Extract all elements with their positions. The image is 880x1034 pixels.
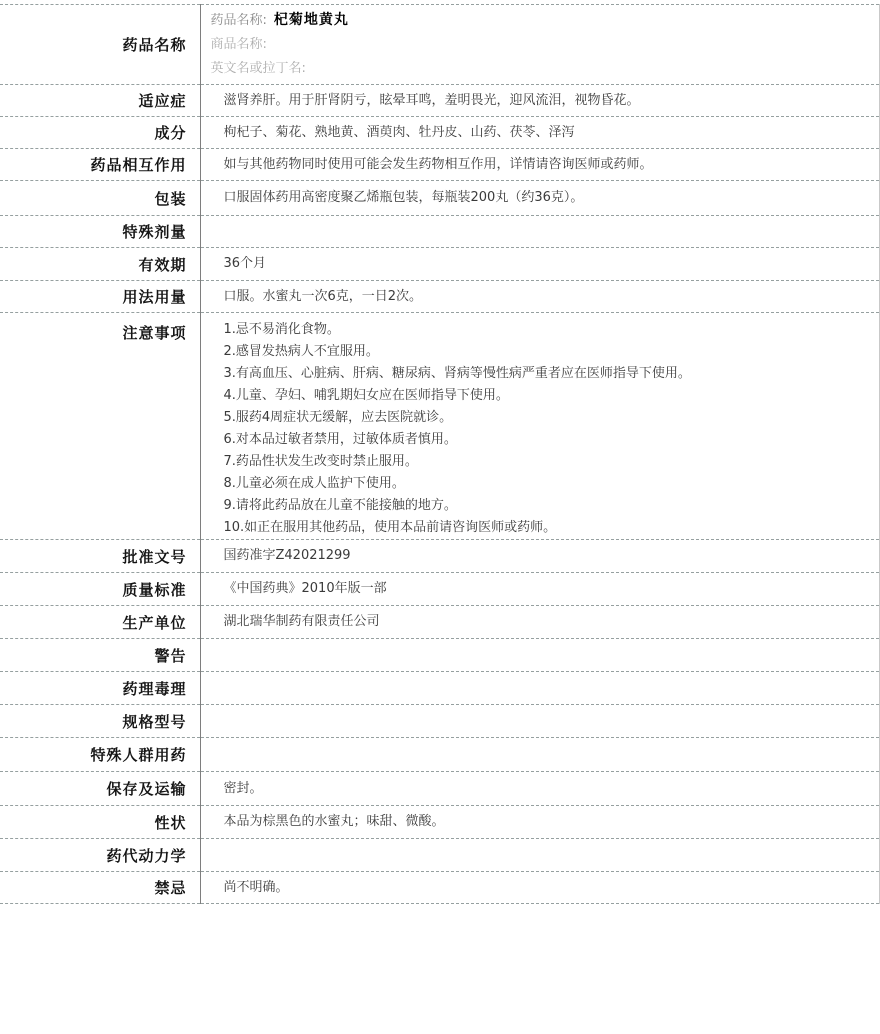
row-label: 警告 [0,639,200,672]
precaution-item: 2.感冒发热病人不宜服用。 [223,344,379,359]
table-row-properties [0,806,880,839]
precaution-item: 5.服药4周症状无缓解，应去医院就诊。 [223,410,453,425]
row-label: 用法用量 [0,281,200,313]
row-label: 注意事项 [0,313,200,540]
trade-name-field-label: 商品名称: [210,37,267,52]
row-value [200,839,880,872]
row-label: 包装 [0,181,200,216]
drug-name-value: 杞菊地黄丸 [273,12,349,28]
precaution-item: 4.儿童、孕妇、哺乳期妇女应在医师指导下使用。 [223,388,509,403]
row-label: 药品名称 [0,5,200,85]
table-row-indications [0,85,880,117]
table-row-special-dosage [0,216,880,248]
table-row-specification [0,705,880,738]
table-row-quality-standard [0,573,880,606]
row-value: 口服固体药用高密度聚乙烯瓶包装，每瓶装200丸（约36克）。 [223,190,584,205]
table-row-drug-name [0,5,880,85]
row-label: 适应症 [0,85,200,117]
row-value [200,705,880,738]
precaution-item: 6.对本品过敏者禁用，过敏体质者慎用。 [223,432,457,447]
row-value: 枸杞子、菊花、熟地黄、酒萸肉、牡丹皮、山药、茯苓、泽泻 [223,124,575,140]
table-row-ingredients [0,117,880,149]
row-label: 成分 [0,117,200,149]
table-row-manufacturer [0,606,880,639]
row-value [200,738,880,772]
row-value: 36个月 [223,256,267,271]
table-row-special-populations [0,738,880,772]
table-row-storage [0,772,880,806]
table-row-pharmacology [0,672,880,705]
row-value: 国药准字Z42021299 [223,548,351,563]
row-value [200,5,880,85]
row-label: 药品相互作用 [0,149,200,181]
row-label: 质量标准 [0,573,200,606]
row-value: 如与其他药物同时使用可能会发生药物相互作用，详情请咨询医师或药师。 [223,156,653,172]
row-label: 批准文号 [0,540,200,573]
table-row-packaging [0,181,880,216]
row-label: 性状 [0,806,200,839]
drug-info-table [0,4,880,904]
row-value [200,216,880,248]
row-value: 口服。水蜜丸一次6克，一日2次。 [223,288,423,304]
row-value: 尚不明确。 [223,879,289,895]
precaution-item: 7.药品性状发生改变时禁止服用。 [223,454,418,469]
row-label: 特殊剂量 [0,216,200,248]
row-value: 《中国药典》2010年版一部 [223,581,387,596]
row-label: 生产单位 [0,606,200,639]
row-label: 药理毒理 [0,672,200,705]
table-row-warning [0,639,880,672]
row-label: 药代动力学 [0,839,200,872]
row-value: 湖北瑞华制药有限责任公司 [223,614,380,629]
table-row-shelf-life [0,248,880,281]
precaution-item: 1.忌不易消化食物。 [223,322,340,337]
row-label: 有效期 [0,248,200,281]
row-value: 滋肾养肝。用于肝肾阴亏，眩晕耳鸣，羞明畏光，迎风流泪，视物昏花。 [223,92,640,108]
english-name-field-label: 英文名或拉丁名: [210,61,306,76]
table-row-pharmacokinetics [0,839,880,872]
precaution-item: 3.有高血压、心脏病、肝病、糖尿病、肾病等慢性病严重者应在医师指导下使用。 [223,366,691,381]
table-row-dosage [0,281,880,313]
drug-name-field [211,8,870,33]
table-row-contraindications [0,872,880,904]
drug-name-field-label: 药品名称: [210,13,267,28]
row-label: 保存及运输 [0,772,200,806]
row-label: 禁忌 [0,872,200,904]
row-value [200,639,880,672]
row-value: 密封。 [223,780,263,796]
row-value [200,313,880,540]
table-row-precautions [0,313,880,540]
row-label: 规格型号 [0,705,200,738]
table-row-interactions [0,149,880,181]
precaution-item: 10.如正在服用其他药品，使用本品前请咨询医师或药师。 [223,520,557,535]
precaution-item: 8.儿童必须在成人监护下使用。 [223,476,405,491]
row-value: 本品为棕黑色的水蜜丸；味甜、微酸。 [223,814,445,829]
row-label: 特殊人群用药 [0,738,200,772]
row-value [200,672,880,705]
table-row-approval-number [0,540,880,573]
precaution-item: 9.请将此药品放在儿童不能接触的地方。 [223,498,457,513]
